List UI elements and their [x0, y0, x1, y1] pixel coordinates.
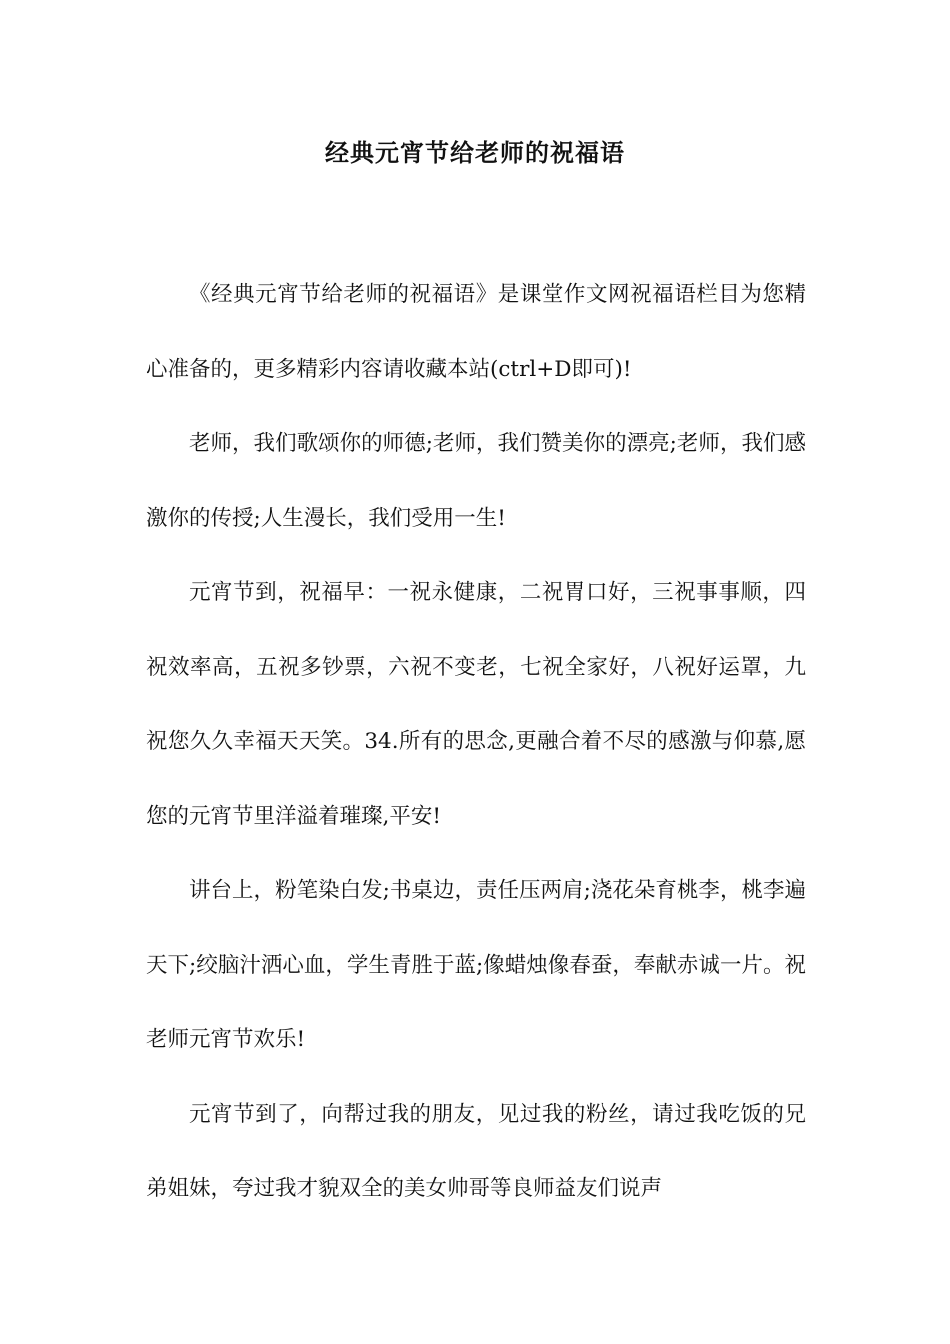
- paragraph-intro: 《经典元宵节给老师的祝福语》是课堂作文网祝福语栏目为您精心准备的，更多精彩内容请收藏本站(ctrl+D即可)!: [146, 282, 806, 382]
- document-body: [146, 258, 806, 1227]
- paragraph-blessing-2: 元宵节到，祝福早：一祝永健康，二祝胃口好，三祝事事顺，四祝效率高，五祝多钞票，六祝不变老，七祝全家好，八祝好运罩，九祝您久久幸福天天笑。34.所有的思念,更融合着不尽的感激与仰慕,愿您的元宵节里洋溢着璀璨,平安!: [146, 580, 806, 829]
- paragraph-blessing-4: 元宵节到了，向帮过我的朋友，见过我的粉丝，请过我吃饭的兄弟姐妹，夸过我才貌双全的美女帅哥等良师益友们说声: [146, 1101, 806, 1201]
- paragraph-blessing-3: 讲台上，粉笔染白发;书桌边，责任压两肩;浇花朵育桃李，桃李遍天下;绞脑汁洒心血，学生青胜于蓝;像蜡烛像春蚕，奉献赤诚一片。祝老师元宵节欢乐!: [146, 878, 806, 1052]
- paragraph-blessing-1: 老师，我们歌颂你的师德;老师，我们赞美你的漂亮;老师，我们感激你的传授;人生漫长，我们受用一生!: [146, 431, 806, 531]
- document-title: 经典元宵节给老师的祝福语: [325, 138, 625, 167]
